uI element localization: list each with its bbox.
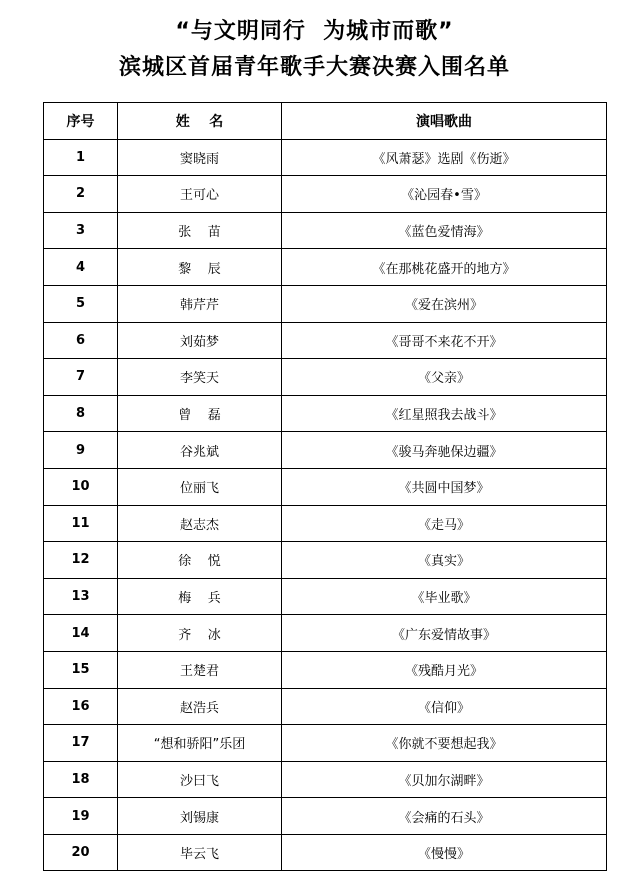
song-title: 《红星照我去战斗》: [282, 395, 607, 432]
contestant-name: 位丽飞: [118, 468, 282, 505]
table-row: [44, 212, 607, 249]
row-number: 8: [44, 395, 118, 432]
contestant-name: 赵志杰: [118, 505, 282, 542]
contestant-name: 谷兆斌: [118, 432, 282, 469]
contestant-name: 刘茹梦: [118, 322, 282, 359]
contestant-name: “想和骄阳”乐团: [118, 725, 282, 762]
row-number: 14: [44, 615, 118, 652]
row-number: 5: [44, 285, 118, 322]
row-number: 9: [44, 432, 118, 469]
song-title: 《共圆中国梦》: [282, 468, 607, 505]
table-row: [44, 505, 607, 542]
table-row: [44, 139, 607, 176]
contestant-name: 梅 兵: [118, 578, 282, 615]
song-title: 《哥哥不来花不开》: [282, 322, 607, 359]
row-number: 6: [44, 322, 118, 359]
song-title: 《父亲》: [282, 359, 607, 396]
song-title: 《真实》: [282, 542, 607, 579]
row-number: 11: [44, 505, 118, 542]
row-number: 4: [44, 249, 118, 286]
title-line-2: 滨城区首届青年歌手大赛决赛入围名单: [118, 55, 510, 80]
song-title: 《骏马奔驰保边疆》: [282, 432, 607, 469]
contestant-name: 张 苗: [118, 212, 282, 249]
song-title: 《沁园春•雪》: [282, 176, 607, 213]
row-number: 3: [44, 212, 118, 249]
song-title: 《毕业歌》: [282, 578, 607, 615]
song-title: 《广东爱情故事》: [282, 615, 607, 652]
row-number: 19: [44, 798, 118, 835]
contestant-name: 王楚君: [118, 651, 282, 688]
contestant-name: 刘锡康: [118, 798, 282, 835]
song-title: 《蓝色爱情海》: [282, 212, 607, 249]
contestant-name: 韩芹芹: [118, 285, 282, 322]
song-title: 《风萧瑟》选剧《伤逝》: [282, 139, 607, 176]
song-title: 《残酷月光》: [282, 651, 607, 688]
table-row: [44, 834, 607, 871]
table-row: [44, 395, 607, 432]
song-title: 《走马》: [282, 505, 607, 542]
contestant-name: 齐 冰: [118, 615, 282, 652]
table-row: [44, 359, 607, 396]
header-song: 演唱歌曲: [282, 103, 607, 140]
header-name: 姓 名: [118, 103, 282, 140]
song-title: 《爱在滨州》: [282, 285, 607, 322]
row-number: 15: [44, 651, 118, 688]
row-number: 16: [44, 688, 118, 725]
contestant-name: 李笑天: [118, 359, 282, 396]
finalist-table: [43, 102, 607, 871]
song-title: 《慢慢》: [282, 834, 607, 871]
contestant-name: 曾 磊: [118, 395, 282, 432]
contestant-name: 沙曰飞: [118, 761, 282, 798]
table-row: [44, 249, 607, 286]
table-row: [44, 542, 607, 579]
contestant-name: 王可心: [118, 176, 282, 213]
table-row: [44, 432, 607, 469]
table-body: [44, 139, 607, 871]
contestant-name: 黎 辰: [118, 249, 282, 286]
song-title: 《贝加尔湖畔》: [282, 761, 607, 798]
song-title: 《会痛的石头》: [282, 798, 607, 835]
contestant-name: 毕云飞: [118, 834, 282, 871]
contestant-name: 窦晓雨: [118, 139, 282, 176]
row-number: 13: [44, 578, 118, 615]
table-row: [44, 468, 607, 505]
row-number: 20: [44, 834, 118, 871]
row-number: 12: [44, 542, 118, 579]
song-title: 《在那桃花盛开的地方》: [282, 249, 607, 286]
row-number: 7: [44, 359, 118, 396]
row-number: 1: [44, 139, 118, 176]
table-row: [44, 615, 607, 652]
song-title: 《你就不要想起我》: [282, 725, 607, 762]
table-row: [44, 688, 607, 725]
row-number: 18: [44, 761, 118, 798]
table-row: [44, 578, 607, 615]
table-row: [44, 798, 607, 835]
table-row: [44, 725, 607, 762]
row-number: 17: [44, 725, 118, 762]
table-header-row: [44, 103, 607, 140]
contestant-name: 赵浩兵: [118, 688, 282, 725]
table-row: [44, 285, 607, 322]
document-title: [0, 14, 629, 86]
row-number: 10: [44, 468, 118, 505]
table-row: [44, 176, 607, 213]
contestant-name: 徐 悦: [118, 542, 282, 579]
table-row: [44, 761, 607, 798]
header-number: 序号: [44, 103, 118, 140]
row-number: 2: [44, 176, 118, 213]
title-line-1: “与文明同行 为城市而歌”: [175, 19, 454, 44]
table-row: [44, 651, 607, 688]
song-title: 《信仰》: [282, 688, 607, 725]
table-row: [44, 322, 607, 359]
